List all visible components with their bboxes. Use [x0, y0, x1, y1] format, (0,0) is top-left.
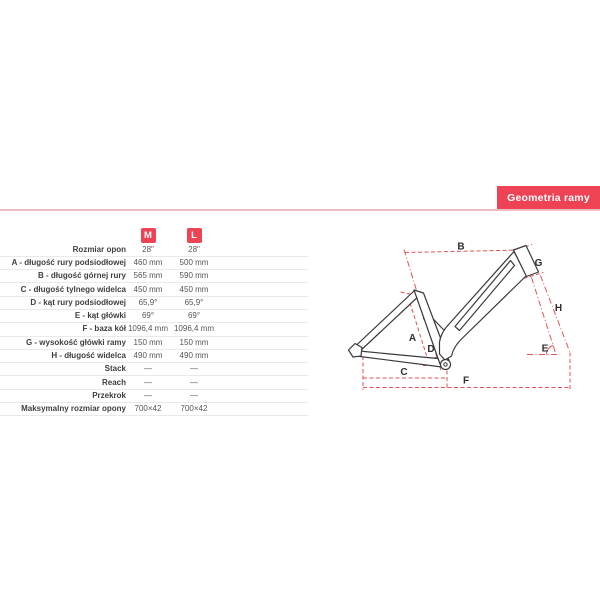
row-value-m: 150 mm	[133, 337, 163, 347]
row-label: Przekrok	[92, 390, 126, 400]
row-label: Stack	[104, 364, 126, 374]
row-value-l: 500 mm	[179, 257, 209, 267]
row-label: G - wysokość główki ramy	[25, 337, 126, 347]
row-label: Maksymalny rozmiar opony	[21, 404, 126, 414]
row-value-m: 565 mm	[133, 271, 163, 281]
row-value-l: 1096,4 mm	[173, 324, 215, 334]
row-label: Rozmiar opon	[72, 244, 126, 254]
size-badge-m: M	[141, 228, 156, 243]
row-value-m: 460 mm	[133, 257, 163, 267]
row-value-m: 69°	[141, 311, 155, 321]
row-value-l: 450 mm	[179, 284, 209, 294]
row-label: C - długość tylnego widelca	[20, 284, 126, 294]
row-label: Reach	[101, 377, 126, 387]
row-value-m: 700×42	[134, 404, 162, 414]
dim-label-b: B	[457, 241, 465, 253]
row-value-m: 450 mm	[133, 284, 163, 294]
row-label: H - długość widelca	[51, 351, 126, 361]
row-value-m: —	[144, 390, 152, 400]
dim-label-f: F	[462, 375, 470, 387]
row-label: B - długość górnej rury	[37, 271, 126, 281]
row-value-m: 28"	[142, 244, 154, 254]
bottom-bracket	[441, 360, 451, 370]
dim-label-c: C	[400, 367, 408, 378]
row-label: F - baza kół	[82, 324, 126, 334]
size-badge-l: L	[187, 228, 202, 243]
row-value-l: 69°	[187, 311, 201, 321]
dim-label-d: D	[427, 344, 435, 355]
row-value-m: 65,9°	[138, 297, 158, 307]
dim-line-h	[541, 276, 571, 353]
row-value-m: —	[144, 364, 152, 374]
row-value-l: 28"	[188, 244, 200, 254]
geometry-tab-label: Geometria ramy	[507, 191, 590, 204]
row-value-l: —	[190, 390, 198, 400]
row-label: D - kąt rury podsiodłowej	[30, 297, 126, 307]
row-value-l: 700×42	[180, 404, 208, 414]
row-value-l: 65,9°	[184, 297, 204, 307]
row-value-m: 1096,4 mm	[127, 324, 169, 334]
row-value-l: 150 mm	[179, 337, 209, 347]
row-value-l: 590 mm	[179, 271, 209, 281]
row-label: E - kąt główki	[74, 311, 126, 321]
row-value-l: —	[190, 364, 198, 374]
row-value-l: —	[190, 377, 198, 387]
bike-frame-drawing	[349, 246, 539, 370]
row-value-m: 490 mm	[133, 351, 163, 361]
dim-label-e: E	[541, 343, 549, 355]
down-tube	[440, 252, 527, 361]
row-label: A - długość rury podsiodłowej	[11, 257, 126, 267]
dim-label-g: G	[534, 258, 543, 269]
dim-label-a: A	[408, 333, 417, 344]
row-value-m: —	[144, 377, 152, 387]
row-value-l: 490 mm	[179, 351, 209, 361]
dim-label-h: H	[554, 303, 563, 314]
